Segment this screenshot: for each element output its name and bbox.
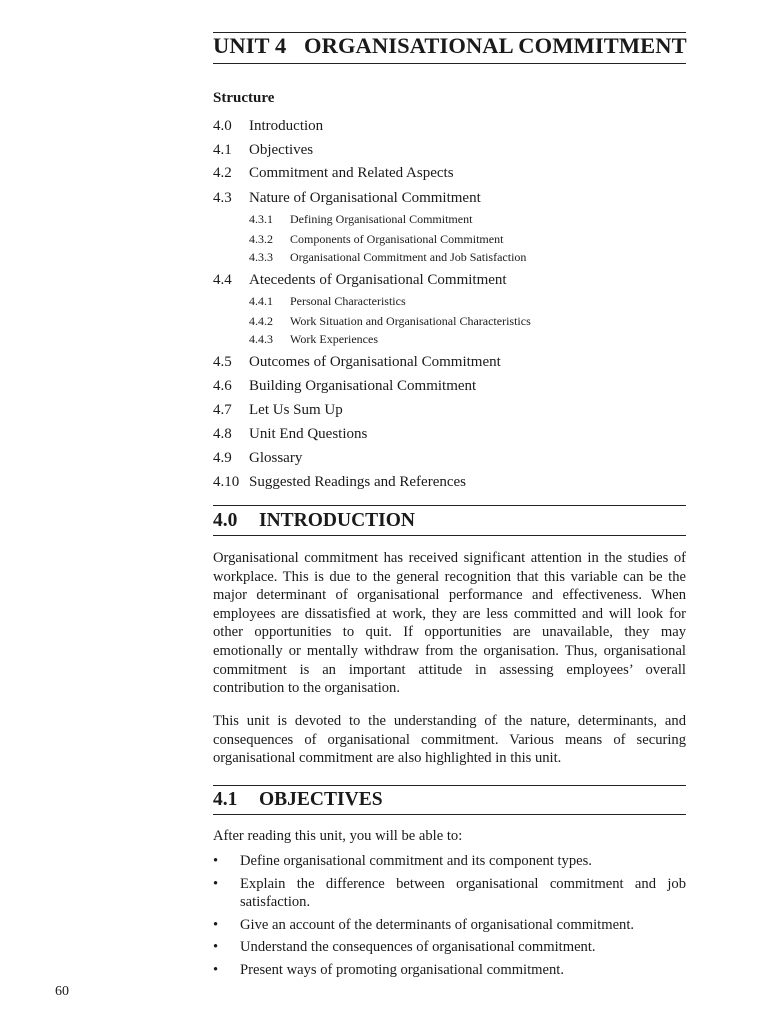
toc-number: 4.6 [213,378,232,394]
bullet-icon: • [213,917,219,933]
structure-label: Structure [213,90,275,106]
section-title: OBJECTIVES [259,789,383,810]
toc-subitem [249,232,503,247]
toc-number: 4.3.3 [249,250,273,264]
toc-number: 4.3.1 [249,212,273,226]
toc-label: Objectives [249,142,314,158]
toc-label: Defining Organisational Commitment [290,212,473,226]
toc-number: 4.7 [213,402,232,418]
bullet-icon: • [213,939,219,955]
toc-label: Commitment and Related Aspects [249,165,454,181]
toc-item [213,378,476,395]
toc-label: Unit End Questions [249,426,368,442]
toc-label: Suggested Readings and References [249,474,467,490]
section-heading-objectives [213,789,383,811]
toc-item [213,426,367,443]
intro-bottom-rule [213,535,686,536]
intro-top-rule [213,505,686,506]
section-title: INTRODUCTION [259,510,416,531]
page-number: 60 [55,984,69,999]
section-number: 4.1 [213,789,238,810]
toc-subitem [249,212,472,227]
objectives-bottom-rule [213,814,686,815]
bullet-icon: • [213,876,219,892]
toc-label: Building Organisational Commitment [249,378,477,394]
toc-label: Work Experiences [290,332,378,346]
list-item [213,852,686,870]
toc-item [213,118,323,135]
toc-number: 4.4.1 [249,294,273,308]
toc-label: Nature of Organisational Commitment [249,190,481,206]
toc-number: 4.10 [213,474,240,490]
toc-label: Personal Characteristics [290,294,406,308]
bullet-icon: • [213,962,219,978]
objectives-lead: After reading this unit, you will be able to: [213,828,463,844]
toc-item [213,165,454,182]
toc-item [213,272,507,289]
toc-number: 4.5 [213,354,232,370]
toc-subitem [249,294,406,309]
toc-subitem [249,314,531,329]
objective-text: Give an account of the determinants of organisational commitment. [240,917,635,933]
toc-label: Components of Organisational Commitment [290,232,504,246]
toc-item [213,354,501,371]
unit-title-text: ORGANISATIONAL COMMITMENT [304,33,687,58]
toc-label: Introduction [249,118,324,134]
list-item [213,938,686,956]
intro-paragraph: Organisational commitment has received significant attention in the studies of workplace. This is due to the general recognition that this variable can be the major determinant of organisational performance and effectiveness. When employees are dissatisfied at work, they are less committed and will look for other opportunities to quit. If opportunities are unavailable, they may emotionally or mentally withdraw from the organisation. Thus, organisational commitment is an important attitude in assessing employees’ overall contribution to the organisation. [213,550,686,697]
objective-text: Present ways of promoting organisational commitment. [240,962,564,978]
toc-item [213,474,466,491]
toc-label: Glossary [249,450,303,466]
toc-label: Outcomes of Organisational Commitment [249,354,501,370]
objectives-top-rule [213,785,686,786]
list-item [213,961,686,979]
toc-label: Work Situation and Organisational Characteristics [290,314,531,328]
toc-subitem [249,250,526,265]
toc-label: Atecedents of Organisational Commitment [249,272,507,288]
toc-number: 4.0 [213,118,232,134]
objective-text: Explain the difference between organisational commitment and job satisfaction. [240,876,686,910]
toc-item [213,402,343,419]
toc-number: 4.3 [213,190,232,206]
toc-number: 4.2 [213,165,232,181]
objective-text: Define organisational commitment and its component types. [240,853,592,869]
title-bottom-rule [213,63,686,64]
intro-paragraph: This unit is devoted to the understanding of the nature, determinants, and consequences of organisational commitment. Various means of securing organisational commitment are also highlighted in this unit. [213,713,686,767]
list-item [213,875,686,911]
toc-number: 4.4.2 [249,314,273,328]
toc-item [213,190,481,207]
bullet-icon: • [213,853,219,869]
toc-number: 4.1 [213,142,232,158]
section-heading-introduction [213,510,415,532]
unit-title [213,33,686,59]
toc-number: 4.4.3 [249,332,273,346]
toc-number: 4.3.2 [249,232,273,246]
toc-subitem [249,332,378,347]
toc-label: Let Us Sum Up [249,402,343,418]
toc-label: Organisational Commitment and Job Satisfaction [290,250,527,264]
toc-item [213,450,302,467]
toc-number: 4.8 [213,426,232,442]
section-number: 4.0 [213,510,238,531]
toc-item [213,142,313,159]
list-item [213,916,686,934]
toc-number: 4.9 [213,450,232,466]
toc-number: 4.4 [213,272,232,288]
unit-number: UNIT 4 [213,33,287,58]
objective-text: Understand the consequences of organisational commitment. [240,939,596,955]
